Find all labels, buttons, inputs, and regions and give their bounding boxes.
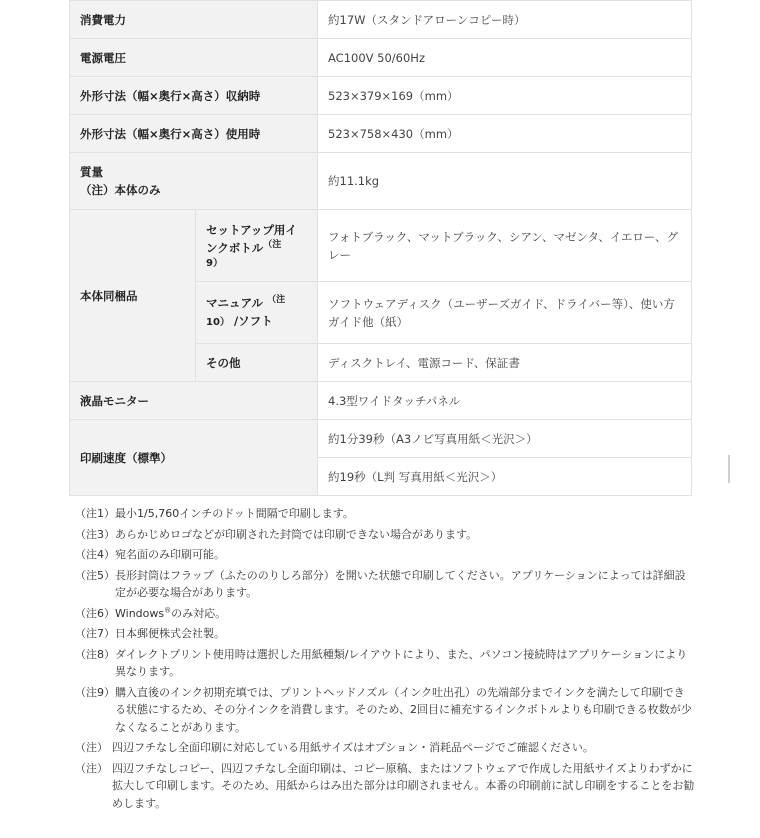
spec-label: 消費電力 bbox=[70, 1, 318, 39]
footnote-mark: （注8） bbox=[75, 647, 115, 661]
sub-label-other: その他 bbox=[196, 344, 318, 382]
footnote bbox=[75, 567, 695, 602]
spec-table bbox=[69, 0, 692, 496]
footnote-mark: （注） bbox=[75, 741, 108, 754]
footnote-text: 四辺フチなしコピー、四辺フチなし全面印刷は、コピー原稿、またはソフトウェアで作成した用紙サイズよりわずかに拡大して印刷します。そのため、用紙からはみ出た部分は印刷されません。本番の印刷前に試し印刷をすることをお勧めします。 bbox=[112, 761, 695, 810]
footnote-mark: （注7） bbox=[75, 627, 115, 640]
spec-value: 約19秒（L判 写真用紙＜光沢＞） bbox=[318, 458, 692, 496]
spec-value: 約17W（スタンドアローンコピー時） bbox=[318, 1, 692, 39]
spec-row-lcd bbox=[70, 382, 692, 420]
spec-row-dim-use bbox=[70, 115, 692, 153]
footnote-mark: （注4） bbox=[75, 548, 115, 561]
spec-label bbox=[70, 153, 318, 210]
spec-value: フォトブラック、マットブラック、シアン、マゼンタ、イエロー、グレー bbox=[318, 210, 692, 282]
footnote bbox=[75, 760, 695, 813]
footnote bbox=[75, 546, 695, 564]
footnote-text: 宛名面のみ印刷可能。 bbox=[115, 548, 225, 561]
spec-label: 外形寸法（幅×奥行×高さ）使用時 bbox=[70, 115, 318, 153]
footnote-text: 四辺フチなし全面印刷に対応している用紙サイズはオプション・消耗品ページでご確認ください。 bbox=[112, 741, 594, 754]
mass-label: 質量 bbox=[80, 165, 103, 179]
note-ref: （注 bbox=[267, 294, 286, 305]
mass-note-label: （注）本体のみ bbox=[80, 183, 161, 197]
spec-row-power bbox=[70, 1, 692, 39]
footnote-text: 最小1/5,760インチのドット間隔で印刷します。 bbox=[115, 507, 354, 520]
registered-mark: ® bbox=[164, 605, 172, 614]
footnote bbox=[75, 739, 695, 757]
spec-row-voltage bbox=[70, 39, 692, 77]
spec-value: ソフトウェアディスク（ユーザーズガイド、ドライバー等）、使い方ガイド他（紙） bbox=[318, 282, 692, 344]
footnote bbox=[75, 646, 695, 681]
note-ref: 9） bbox=[206, 258, 223, 269]
spec-label: 液晶モニター bbox=[70, 382, 318, 420]
footnote-text: 購入直後のインク初期充填では、プリントヘッドノズル（インク吐出孔）の先端部分までインクを満たして印刷できる状態にするため、その分インクを消費します。そのため、2回目に補充するインクボトルよりも印刷できる枚数が少なくなることがあります。 bbox=[115, 685, 692, 734]
sub-label-line: マニュアル $^{(注}$ bbox=[206, 294, 286, 310]
spec-value: 約11.1kg bbox=[318, 153, 692, 210]
footnote bbox=[75, 605, 695, 623]
footnote-mark: （注1） bbox=[75, 507, 115, 520]
spec-value: 523×758×430（mm） bbox=[318, 115, 692, 153]
footnote-text: ダイレクトプリント使用時は選択した用紙種類/レイアウトにより、また、パソコン接続時はアプリケーションにより異なります。 bbox=[115, 647, 688, 678]
spec-value: AC100V 50/60Hz bbox=[318, 39, 692, 77]
spec-row-mass bbox=[70, 153, 692, 210]
bundled-label: 本体同梱品 bbox=[70, 210, 196, 382]
footnote-mark: （注3） bbox=[75, 527, 115, 541]
footnote-mark: （注6） bbox=[75, 606, 115, 620]
sub-label-line: ンクボトル$^{(注}$ bbox=[206, 240, 282, 255]
sub-label-line: セットアップ用イ bbox=[206, 223, 297, 237]
spec-row-bundled-ink bbox=[70, 210, 692, 282]
spec-value: ディスクトレイ、電源コード、保証書 bbox=[318, 344, 692, 382]
footnote-text: 長形封筒はフラップ（ふたののりしろ部分）を開いた状態で印刷してください。アプリケーションによっては詳細設定が必要な場合があります。 bbox=[115, 568, 686, 599]
footnote bbox=[75, 505, 695, 523]
footnote-mark: （注5） bbox=[75, 568, 115, 582]
spec-value: 4.3型ワイドタッチパネル bbox=[318, 382, 692, 420]
spec-row-dim-stored bbox=[70, 77, 692, 115]
spec-row-speed bbox=[70, 420, 692, 458]
footnote bbox=[75, 684, 695, 737]
scrollbar-thumb[interactable] bbox=[728, 455, 730, 483]
footnote-mark: （注） bbox=[75, 761, 108, 775]
spec-value: 523×379×169（mm） bbox=[318, 77, 692, 115]
sub-label-line: 10） /ソフト bbox=[206, 313, 273, 328]
sub-label-manual bbox=[196, 282, 318, 344]
footnote bbox=[75, 526, 695, 544]
spec-label: 外形寸法（幅×奥行×高さ）収納時 bbox=[70, 77, 318, 115]
footnote-text: Windows®のみ対応。 bbox=[115, 605, 227, 620]
footnotes bbox=[75, 505, 695, 815]
spec-label: 印刷速度（標準） bbox=[70, 420, 318, 496]
footnote-text: あらかじめロゴなどが印刷された封筒では印刷できない場合があります。 bbox=[115, 527, 478, 541]
sub-label-ink bbox=[196, 210, 318, 282]
footnote-mark: （注9） bbox=[75, 685, 115, 699]
footnote bbox=[75, 625, 695, 643]
spec-label: 電源電圧 bbox=[70, 39, 318, 77]
spec-value: 約1分39秒（A3ノビ写真用紙＜光沢＞） bbox=[318, 420, 692, 458]
note-ref: （注 bbox=[263, 240, 282, 251]
footnote-text: 日本郵便株式会社製。 bbox=[115, 627, 225, 640]
